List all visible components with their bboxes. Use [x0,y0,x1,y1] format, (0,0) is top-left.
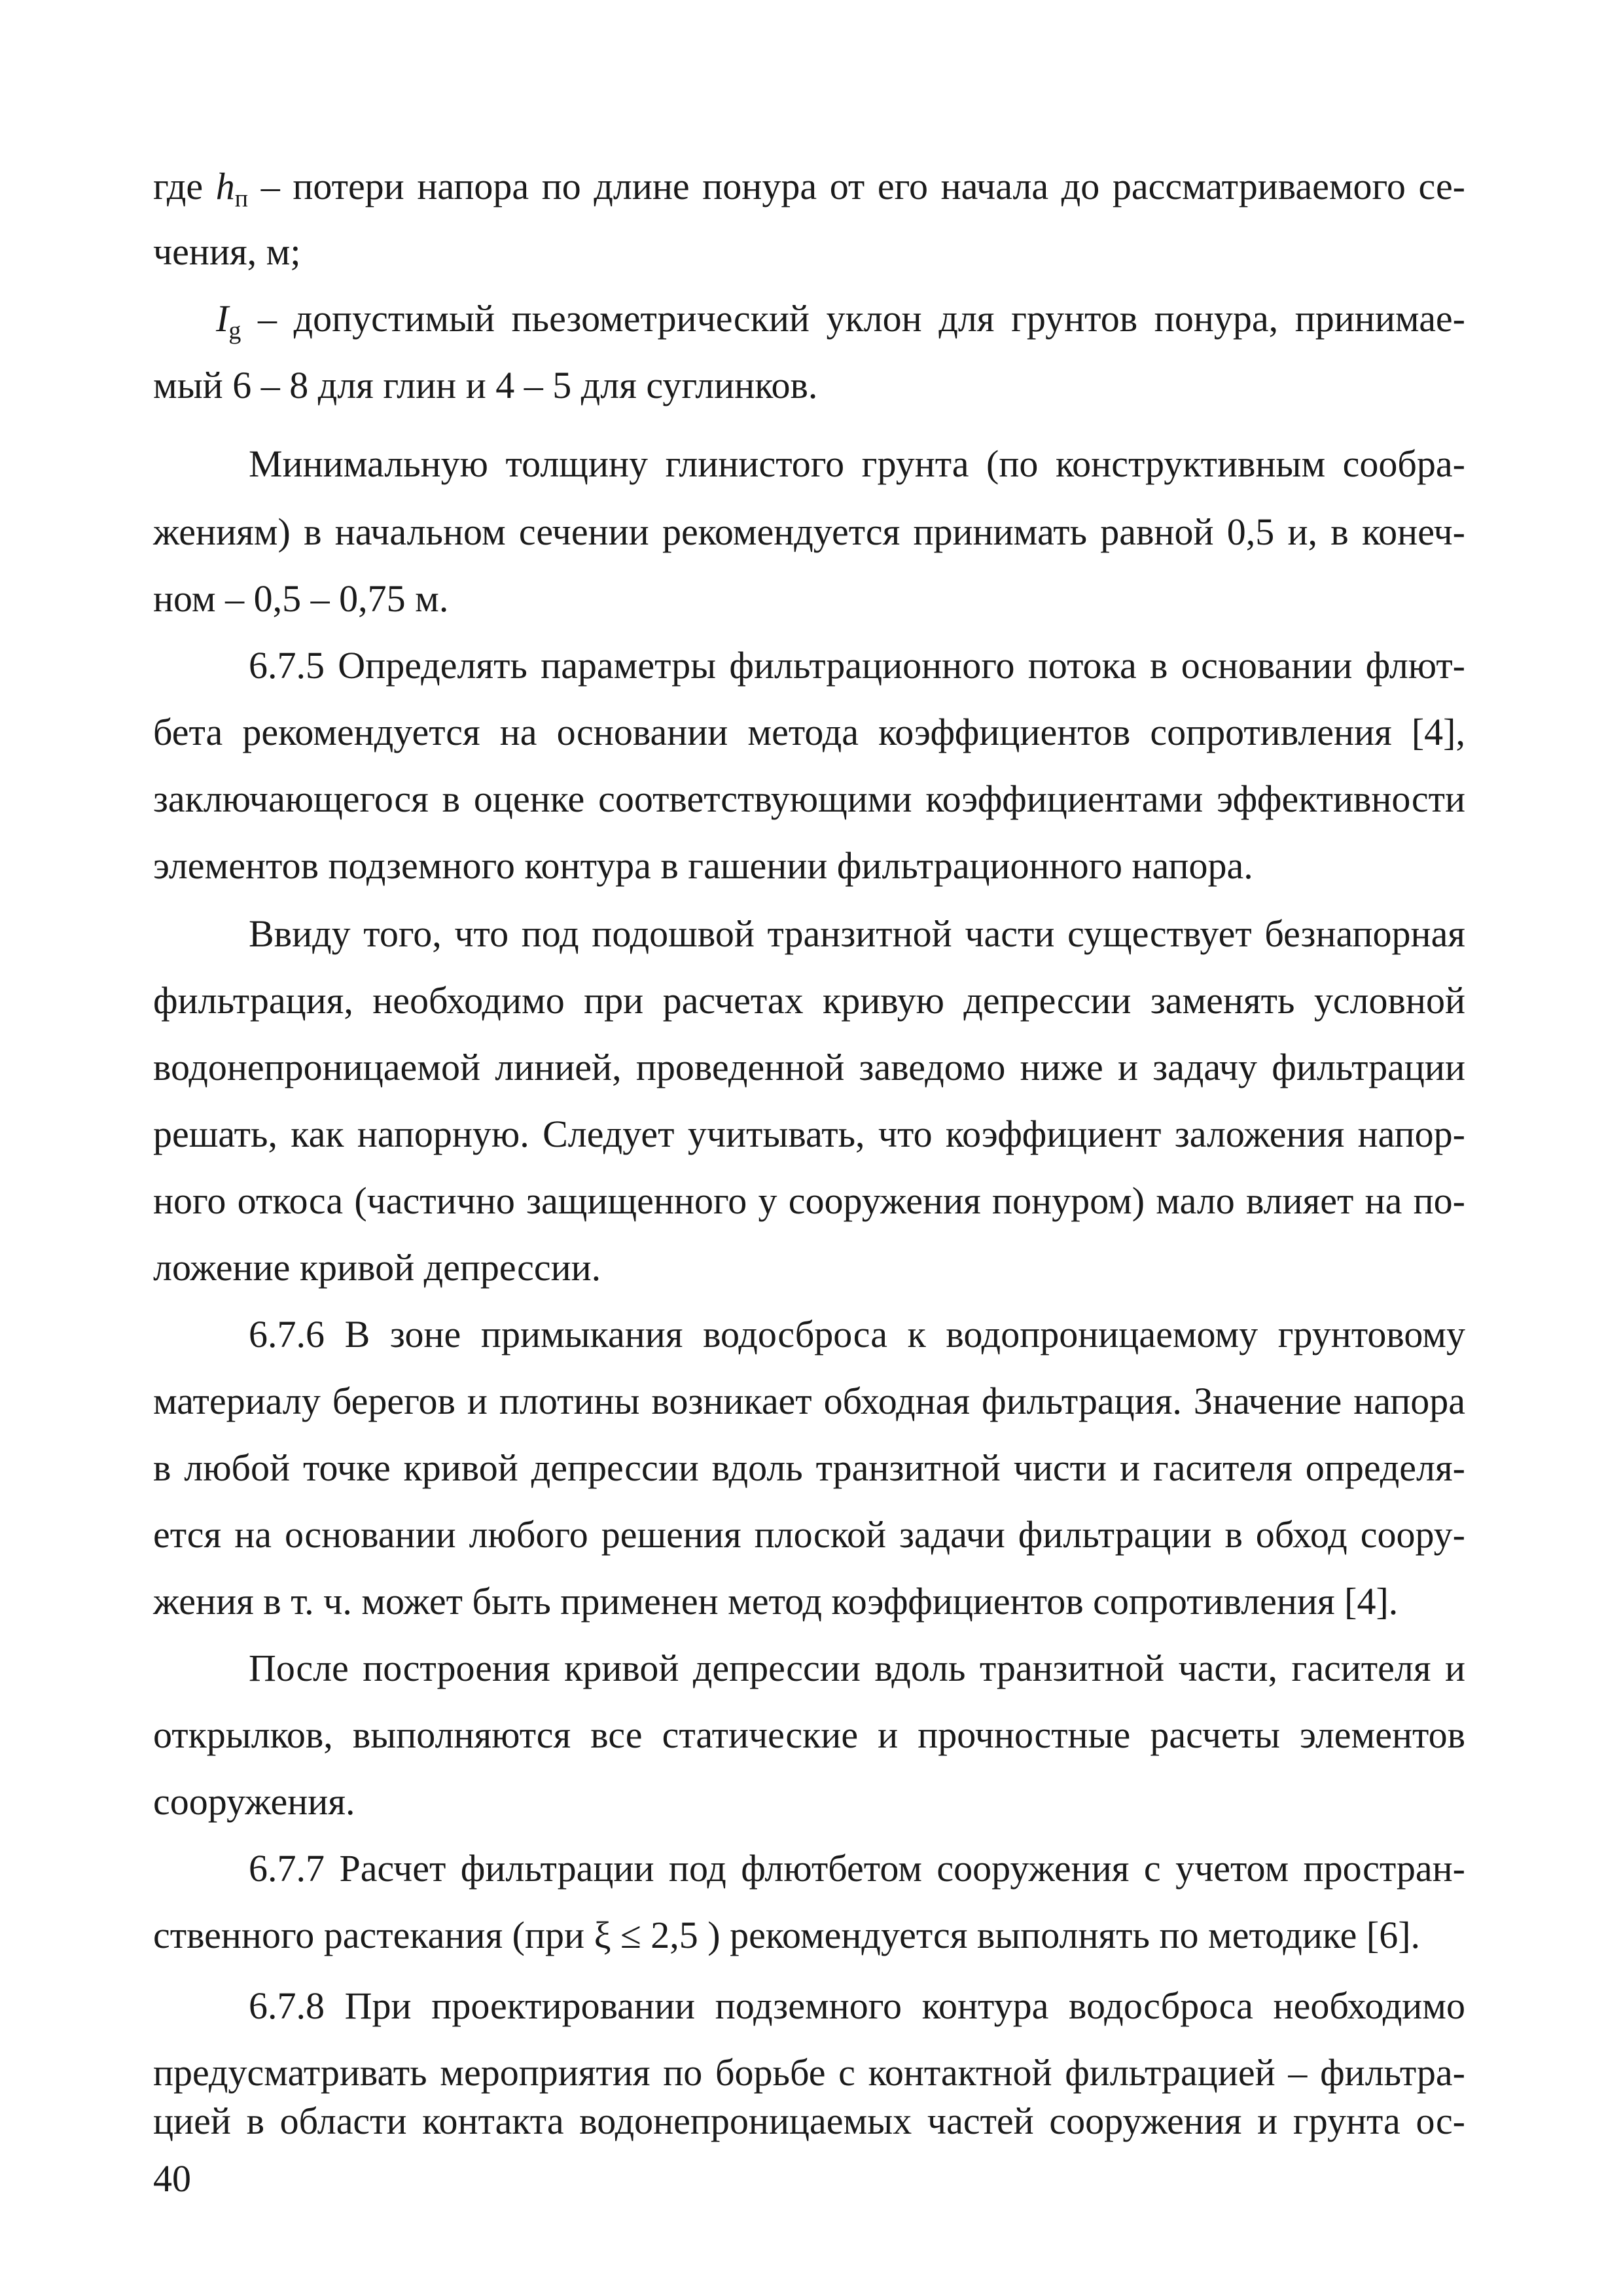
text-line: в любой точке кривой депрессии вдоль транзитной чисти и гасителя определя- [153,1446,1465,1489]
text-line: где $h_п$ – потери напора по длине понура от его начала до рассматриваемого се- [153,165,1466,213]
text-line: 6.7.7 Расчет фильтрации под флютбетом сооружения с учетом простран- [249,1847,1465,1890]
text-line: ном – 0,5 – 0,75 м. [153,577,449,620]
text-line: чения, м; [153,230,301,273]
text-line: водонепроницаемой линией, проведенной заведомо ниже и задачу фильтрации [153,1046,1465,1088]
text-line: Ввиду того, что под подошвой транзитной части существует безнапорная [249,912,1465,955]
text-line: ется на основании любого решения плоской задачи фильтрации в обход соору- [153,1513,1465,1556]
text-line: элементов подземного контура в гашении фильтрационного напора. [153,844,1253,887]
text-line: ложение кривой депрессии. [153,1246,601,1289]
text-line: материалу берегов и плотины возникает обходная фильтрация. Значение напора [153,1380,1465,1422]
text-line: жения в т. ч. может быть применен метод коэффициентов сопротивления [4]. [153,1580,1399,1623]
text-line: фильтрация, необходимо при расчетах кривую депрессии заменять условной [153,979,1465,1022]
text-line: 6.7.5 Определять параметры фильтрационного потока в основании флют- [249,644,1465,687]
text-line: 6.7.8 При проектировании подземного контура водосброса необходимо [249,1984,1465,2027]
text-line: бета рекомендуется на основании метода коэффициентов сопротивления [4], [153,711,1465,753]
text-line: 6.7.6 В зоне примыкания водосброса к водопроницаемому грунтовому [249,1313,1465,1355]
text-line: ственного растекания (при ξ ≤ 2,5 ) рекомендуется выполнять по методике [6]. [153,1914,1421,1956]
text-line: ного откоса (частично защищенного у сооружения понуром) мало влияет на по- [153,1179,1465,1222]
text-line: $I_g$ – допустимый пьезометрический уклон для грунтов понура, принимае- [216,297,1465,345]
text-line: заключающегося в оценке соответствующими коэффициентами эффективности [153,778,1465,820]
page-number: 40 [153,2157,191,2200]
text-line: цией в области контакта водонепроницаемых частей сооружения и грунта ос- [153,2100,1465,2142]
text-line: мый 6 – 8 для глин и 4 – 5 для суглинков. [153,364,818,406]
text-line: Минимальную толщину глинистого грунта (по конструктивным сообра- [249,442,1465,485]
text-line: сооружения. [153,1780,355,1823]
text-line: После построения кривой депрессии вдоль транзитной части, гасителя и [249,1647,1465,1689]
text-line: предусматривать мероприятия по борьбе с контактной фильтрацией – фильтра- [153,2051,1465,2094]
text-line: открылков, выполняются все статические и прочностные расчеты элементов [153,1713,1465,1756]
text-line: жениям) в начальном сечении рекомендуется принимать равной 0,5 и, в конеч- [153,511,1465,553]
text-line: решать, как напорную. Следует учитывать, что коэффициент заложения напор- [153,1113,1465,1155]
